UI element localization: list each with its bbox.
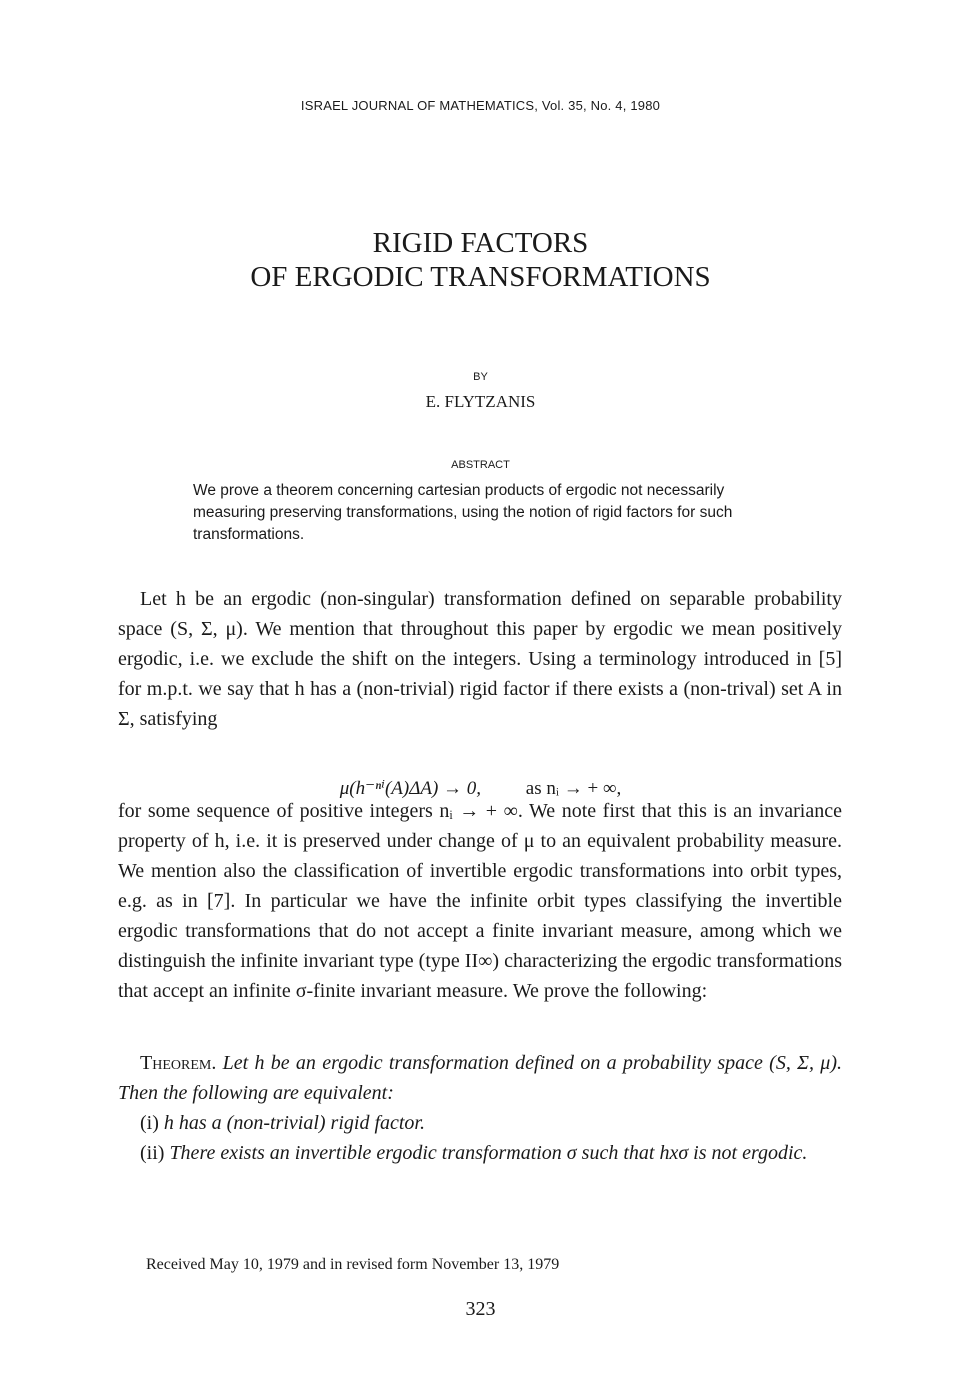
item-1-text: h has a (non-trivial) rigid factor. xyxy=(163,1112,425,1134)
paper-title-line-1: RIGID FACTORS xyxy=(372,227,589,259)
item-1-number: (i) xyxy=(140,1112,159,1134)
second-paragraph: for some sequence of positive integers nᵢ → + ∞. We note first that this is an invariance property of h, i.e. it is preserved under change of μ to an equivalent probability measure. We mention also the classification of invertible ergodic transformations into orbit types, e.g. as in [7]. In particular we have the infinite orbit types classifying the invertible ergodic transformations that do not accept a finite invariant measure, among which we distinguish the infinite invariant type (type II∞) characterizing the ergodic transformations that accept an infinite σ-finite invariant measure. We prove the following: xyxy=(118,800,842,1002)
equation-condition: as nᵢ → + ∞, xyxy=(525,778,622,799)
item-2-number: (ii) xyxy=(140,1142,165,1164)
received-note: Received May 10, 1979 and in revised form November 13, 1979 xyxy=(146,1256,560,1273)
paper-title-line-2: OF ERGODIC TRANSFORMATIONS xyxy=(250,261,711,293)
byline-by: BY xyxy=(473,371,488,383)
journal-header: ISRAEL JOURNAL OF MATHEMATICS, Vol. 35, No. 4, 1980 xyxy=(300,98,661,113)
abstract-text: We prove a theorem concerning cartesian products of ergodic not necessarily measuring preserving transformations, using the notion of rigid factors for such transformations. xyxy=(193,482,733,543)
item-2-text: There exists an invertible ergodic transformation σ such that hxσ is not ergodic. xyxy=(169,1142,808,1164)
equation-lhs: μ(h⁻ⁿⁱ(A)ΔA) → 0, xyxy=(339,778,482,799)
theorem-statement xyxy=(118,1048,842,1108)
theorem-item-2 xyxy=(118,1138,842,1168)
abstract-heading: ABSTRACT xyxy=(451,459,510,471)
page-number: 323 xyxy=(465,1298,496,1320)
author-name: E. FLYTZANIS xyxy=(425,392,536,411)
theorem-item-1 xyxy=(118,1108,842,1138)
intro-paragraph: Let h be an ergodic (non-singular) transformation defined on separable probability space (S, Σ, μ). We mention that throughout this paper by ergodic we mean positively ergodic, i.e. we exclude the shift on the integers. Using a terminology introduced in [5] for m.p.t. we say that h has a (non-trivial) rigid factor if there exists a (non-trival) set A in Σ, satisfying xyxy=(118,588,842,730)
theorem-text: Let h be an ergodic transformation defined on a probability space (S, Σ, μ). Then the following are equivalent: xyxy=(118,1052,842,1104)
theorem-heading: Theorem. xyxy=(140,1052,217,1074)
